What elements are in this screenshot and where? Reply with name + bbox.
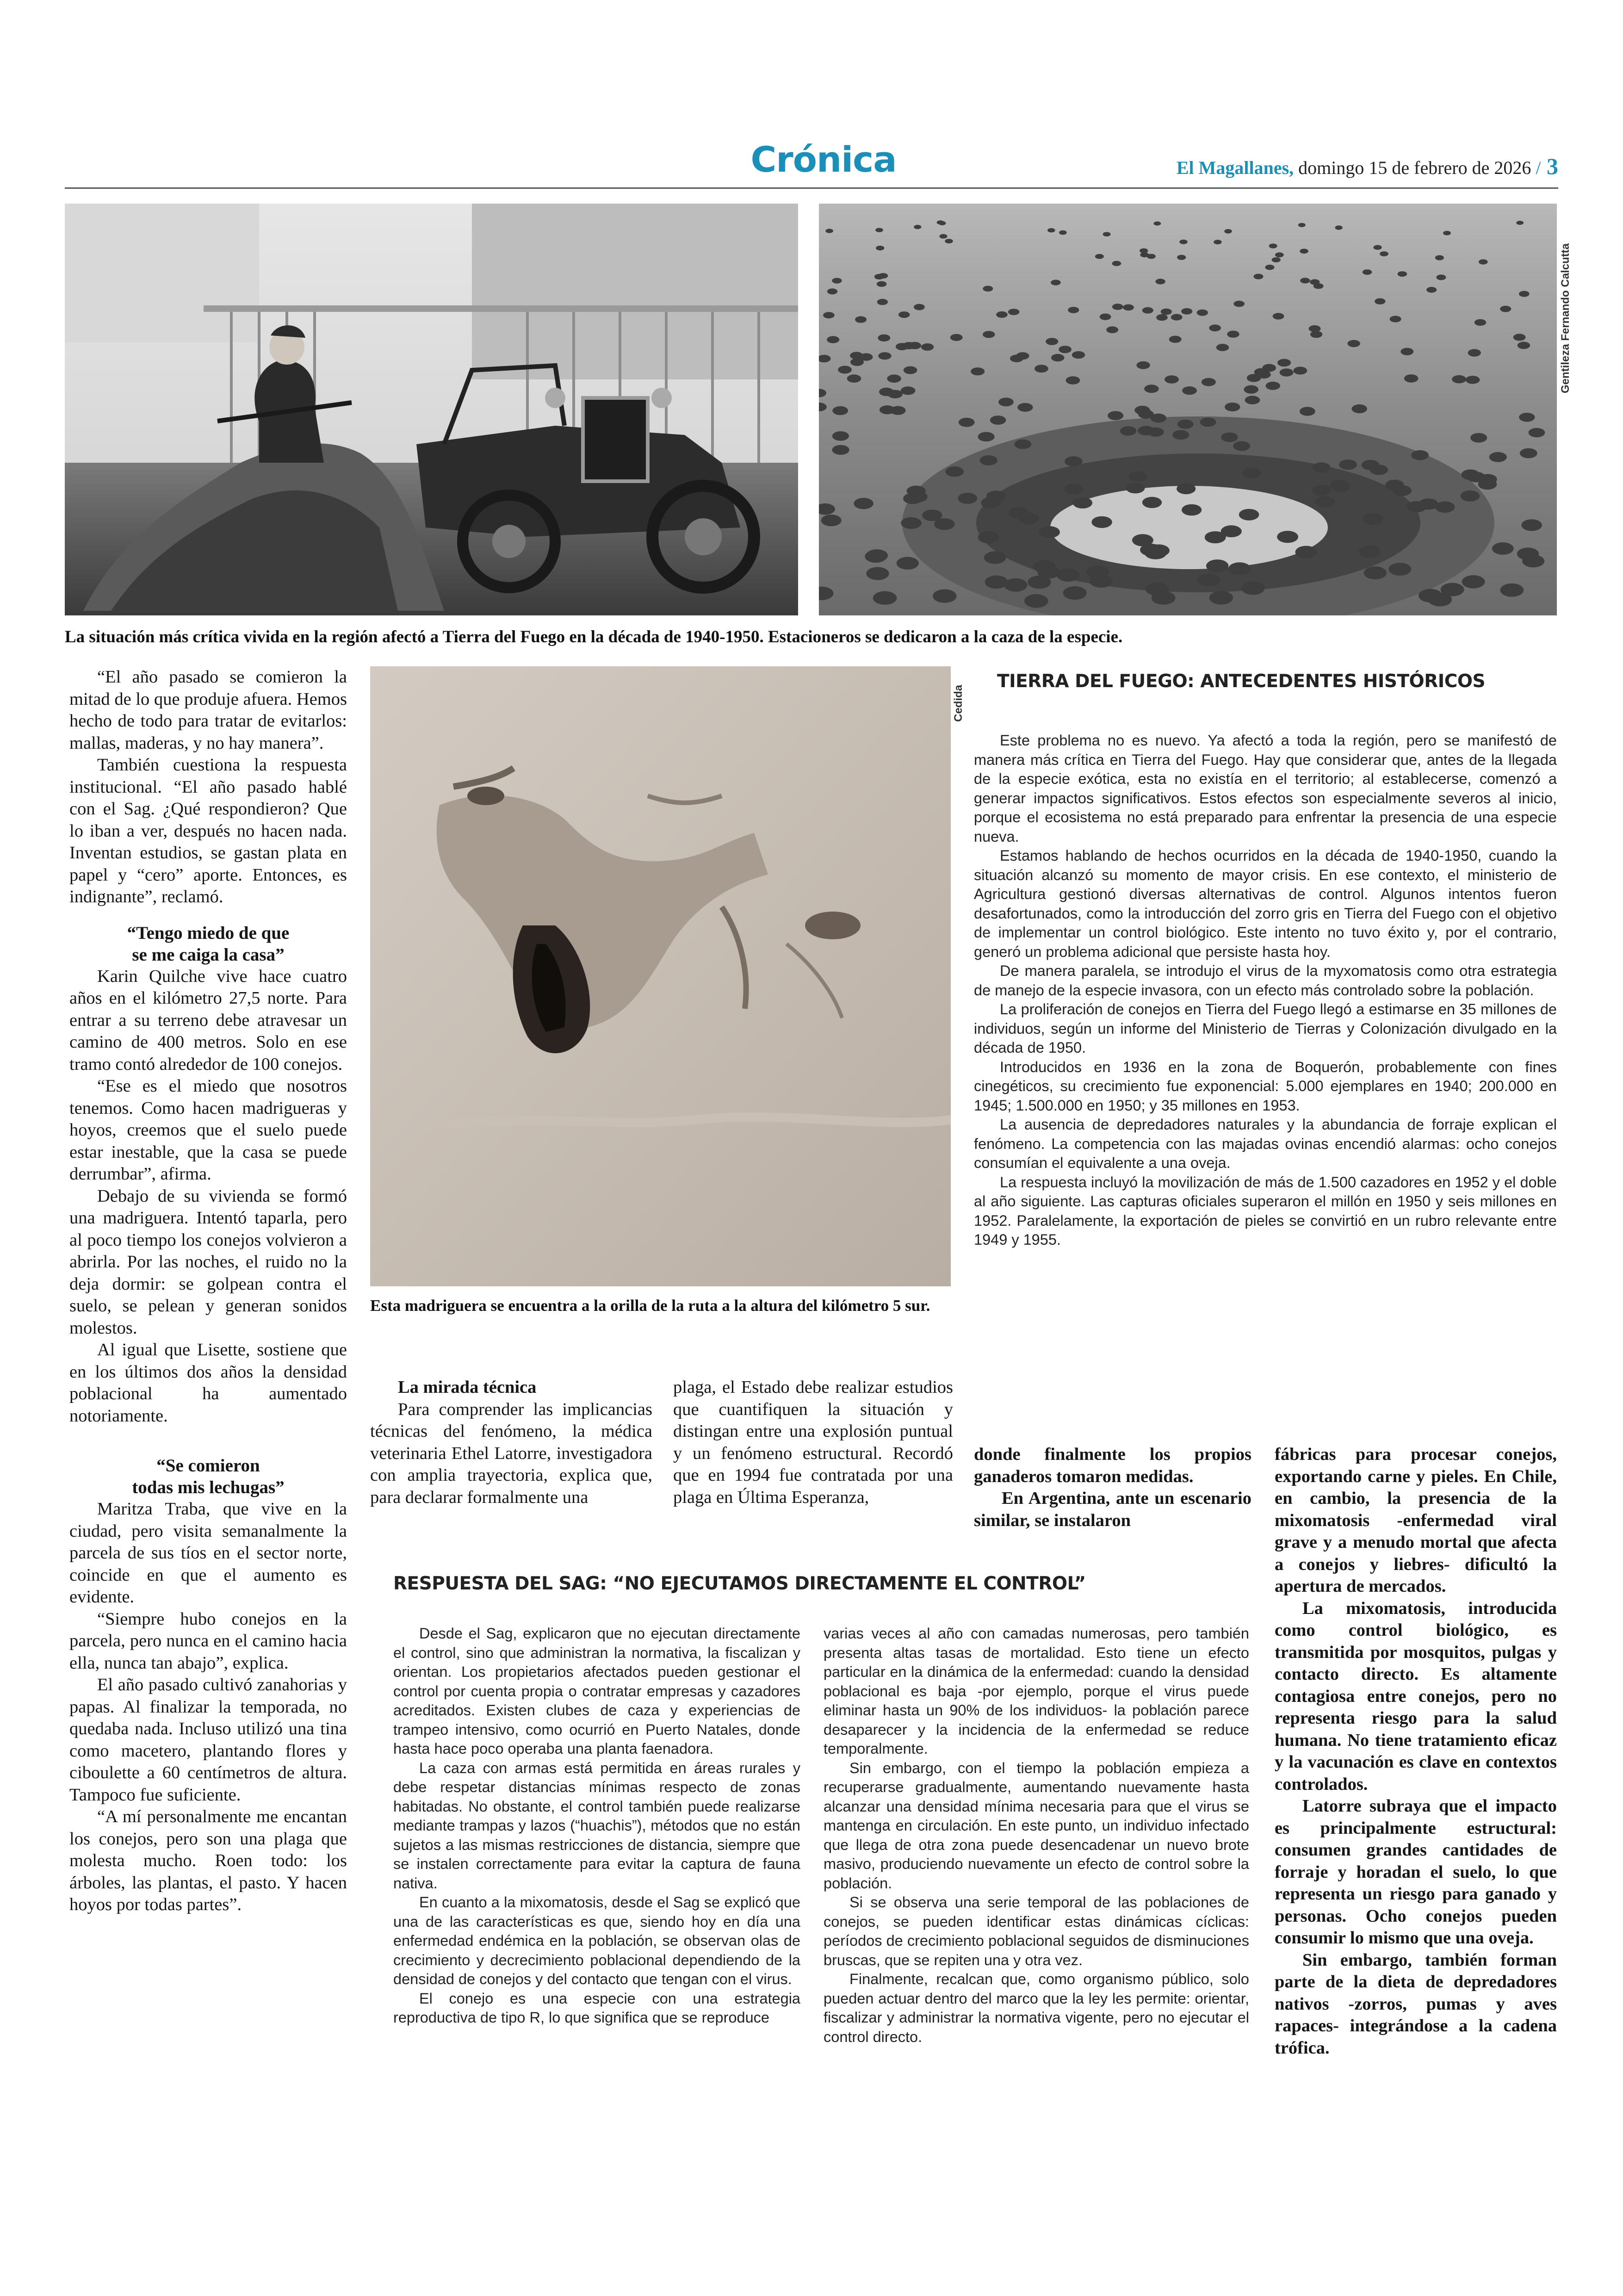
- rabbit-silhouette: [1298, 223, 1306, 227]
- rabbit-silhouette: [1277, 531, 1298, 543]
- rabbit-silhouette: [874, 274, 884, 279]
- photo-credit-cedida: Cedida: [952, 684, 965, 722]
- rabbit-silhouette: [983, 286, 993, 292]
- rabbit-silhouette: [887, 375, 901, 383]
- paragraph: El conejo es una especie con una estrategia reproductiva de tipo R, lo que significa que se reproduce: [393, 1990, 800, 2026]
- rabbit-silhouette: [1068, 307, 1079, 313]
- subheading: La mirada técnica: [398, 1378, 537, 1397]
- rabbit-silhouette: [1280, 368, 1294, 376]
- rabbit-silhouette: [1177, 420, 1194, 429]
- rabbit-silhouette: [1385, 480, 1404, 490]
- paragraph: Sin embargo, con el tiempo la población empieza a recuperarse gradualmente, aumentando nuevamente hasta alcanzar una densidad mínima necesaria para que el virus se mantenga en circulación. En este punto, un individuo infectado que llega de otra zona puede desencadenar un nuevo brote masivo, produciendo nuevamente un efecto de control sobre la población.: [824, 1759, 1249, 1892]
- rabbit-silhouette: [1300, 249, 1308, 254]
- rabbit-silhouette: [898, 311, 910, 318]
- paragraph: “A mí personalmente me encantan los conejos, pero son una plaga que molesta mucho. Roen todo: los árboles, las plantas, el pasto. Y hacen hoyos por todas partes”.: [69, 1807, 347, 1914]
- rabbit-silhouette: [1177, 484, 1196, 495]
- rabbit-silhouette: [939, 234, 947, 239]
- rabbit-silhouette: [877, 299, 888, 305]
- rabbit-silhouette: [1221, 433, 1238, 442]
- sag-box-column-2: [824, 1624, 1249, 2047]
- rabbit-silhouette: [1059, 346, 1072, 353]
- rabbit-silhouette: [854, 498, 873, 509]
- rabbit-silhouette: [1136, 361, 1150, 369]
- rabbit-silhouette: [1169, 336, 1182, 343]
- rabbit-silhouette: [1404, 374, 1419, 383]
- paragraph: El año pasado cultivó zanahorias y papas. Al finalizar la temporada, no quedaba nada. Incluso utilizó una tina como macetero, plantando flores y ciboulette a 60 centímetros de altura. Tampoco fue suficiente.: [69, 1675, 347, 1805]
- rabbit-silhouette: [1037, 566, 1060, 579]
- page-folio: [1177, 153, 1558, 180]
- paragraph: Al igual que Lisette, sostiene que en los últimos dos años la densidad poblacional ha aumentado notoriamente.: [69, 1340, 347, 1426]
- paragraph: Para comprender las implicancias técnicas del fenómeno, la médica veterinaria Ethel Latorre, investigadora con amplia trayectoria, explica que, para declarar formalmente una: [370, 1399, 652, 1507]
- rabbit-silhouette: [821, 515, 842, 526]
- rabbit-silhouette: [1059, 230, 1067, 235]
- rabbit-silhouette: [1155, 279, 1165, 284]
- rabbit-silhouette: [1312, 485, 1331, 496]
- rabbit-silhouette: [1046, 338, 1058, 345]
- rabbit-silhouette: [1479, 259, 1488, 264]
- rabbit-silhouette: [832, 431, 849, 441]
- rabbit-silhouette: [880, 405, 895, 414]
- rabbit-silhouette: [1529, 428, 1545, 437]
- rabbit-silhouette: [1239, 509, 1259, 521]
- paragraph: Desde el Sag, explicaron que no ejecutan directamente el control, sino que administran la normativa, la fiscalizan y orientan. Los propietarios afectados pueden gestionar el control por cuenta propia o contratar empresas y cazadores acreditados. Existen clubes de caza y experiencias de trampeo intensivo, como ocurrió en Puerto Natales, donde hasta hace poco operaba una planta faenadora.: [393, 1625, 800, 1757]
- rabbit-silhouette: [1142, 307, 1153, 314]
- rabbit-silhouette: [847, 374, 861, 383]
- rabbit-silhouette: [827, 288, 837, 294]
- rabbit-silhouette: [1100, 314, 1111, 320]
- paragraph: fábricas para procesar conejos, exportando carne y pieles. En Chile, en cambio, la presencia de la mixomatosis -enfermedad viral grave y a menudo mortal que afecta a conejos y liebres- dificultó la apertura de mercados.: [1275, 1445, 1557, 1596]
- paragraph: La mixomatosis, introducida como control biológico, es transmitida por mosquitos, pulgas y contacto directo. Es altamente contagiosa entre conejos, pero no representa riesgo para la salud humana. No tiene tratamiento eficaz y la vacunación es clave en contextos controlados.: [1275, 1598, 1557, 1794]
- paragraph: Este problema no es nuevo. Ya afectó a toda la región, pero se manifestó de manera más crítica en Tierra del Fuego. Hay que considerar que, antes de la llegada de la especie exótica, esta no existía en el territorio; al establecerse, comenzó a generar impactos significativos. Estos efectos son especialmente severos al inicio, porque el ecosistema no está preparado para enfrentar la presencia de una especie nueva.: [974, 732, 1557, 845]
- rabbit-silhouette: [1266, 382, 1280, 390]
- rabbit-silhouette: [1300, 407, 1315, 416]
- rabbit-silhouette: [1138, 426, 1154, 435]
- rabbit-silhouette: [1057, 569, 1079, 582]
- paragraph: La proliferación de conejos en Tierra del Fuego llegó a estimarse en 35 millones de individuos, según un informe del Ministerio de Tierras y Colonización divulgado en la década de 1950.: [974, 1001, 1557, 1056]
- rabbit-silhouette: [878, 335, 890, 341]
- rabbit-silhouette: [1262, 364, 1276, 372]
- rabbit-silhouette: [1035, 365, 1048, 372]
- rabbit-silhouette: [1225, 403, 1240, 411]
- rabbit-silhouette: [1148, 545, 1170, 557]
- rabbit-silhouette: [945, 239, 953, 243]
- sag-box-column-1: [393, 1624, 800, 2028]
- rabbit-silhouette: [1411, 450, 1429, 460]
- rabbit-silhouette: [1492, 542, 1514, 555]
- rabbit-silhouette: [1254, 274, 1264, 279]
- rabbit-silhouette: [901, 386, 916, 395]
- rabbit-silhouette: [1228, 562, 1251, 575]
- rabbit-silhouette: [984, 551, 1006, 564]
- rabbit-silhouette: [1016, 352, 1029, 360]
- paragraph: Estamos hablando de hechos ocurridos en la década de 1940-1950, cuando la situación alcanzó su momento de mayor crisis. En ese contexto, el ministerio de Agricultura gestionó diversas alternativas de control. Algunos intentos fueron desafortunados, como la introducción del zorro gris en Tierra del Fuego con el objetivo de implementar un control biológico. Este intento no tuvo éxito y, por el contrario, generó un problema adicional que persiste hasta hoy.: [974, 847, 1557, 960]
- rabbit-silhouette: [1461, 470, 1480, 480]
- rabbit-silhouette: [1144, 385, 1159, 393]
- paragraph: Karin Quilche vive hace cuatro años en el kilómetro 27,5 norte. Para entrar a su terreno debe atravesar un camino de 400 metros. Solo en ese tramo contó alrededor de 100 conejos.: [69, 966, 347, 1074]
- rabbit-silhouette: [1478, 479, 1497, 490]
- rabbit-silhouette: [1214, 240, 1222, 244]
- paragraph: De manera paralela, se introdujo el virus de la myxomatosis como otra estrategia de manejo de la especie invasora, con un efecto más controlado sobre la población.: [974, 962, 1557, 999]
- rabbit-silhouette: [1047, 228, 1055, 232]
- paragraph: “Siempre hubo conejos en la parcela, pero nunca en el camino hacia ella, nunca tan abajo”, explica.: [69, 1609, 347, 1673]
- rabbit-silhouette: [1091, 516, 1112, 528]
- rabbit-silhouette: [985, 576, 1008, 589]
- paragraph: Debajo de su vivienda se formó una madriguera. Intentó taparla, pero al poco tiempo los conejos volvieron a abrirla. Por las noches, el ruido no la deja dormir: se golpean contra el suelo, se pelean y generan sonidos molestos.: [69, 1186, 347, 1338]
- rabbit-silhouette: [986, 490, 1006, 502]
- paragraph: En Argentina, ante un escenario similar, se instalaron: [974, 1489, 1251, 1530]
- rabbit-silhouette: [873, 591, 897, 605]
- rabbit-silhouette: [1351, 404, 1367, 413]
- rabbit-silhouette: [1197, 310, 1208, 316]
- rabbit-silhouette: [1359, 546, 1381, 558]
- tierra-box-title: TIERRA DEL FUEGO: ANTECEDENTES HISTÓRICOS: [997, 671, 1486, 692]
- rabbit-silhouette: [877, 281, 887, 287]
- rabbit-silhouette: [1103, 232, 1111, 236]
- rabbit-silhouette: [1233, 301, 1245, 307]
- rabbit-silhouette: [1216, 344, 1229, 351]
- rabbit-silhouette: [1443, 231, 1451, 236]
- rabbit-silhouette: [1363, 269, 1372, 275]
- rabbit-silhouette: [1437, 274, 1446, 280]
- rabbit-silhouette: [1209, 324, 1221, 331]
- rabbit-silhouette: [958, 493, 977, 504]
- rabbit-silhouette: [1435, 502, 1455, 513]
- tierra-box-body: [974, 731, 1557, 1250]
- rabbit-silhouette: [825, 229, 833, 233]
- rabbit-silhouette: [959, 418, 975, 427]
- rabbit-silhouette: [1106, 326, 1118, 333]
- rabbit-silhouette: [1380, 251, 1388, 256]
- rabbit-silhouette: [909, 342, 922, 349]
- rabbit-silhouette: [1221, 525, 1242, 537]
- rabbit-silhouette: [879, 388, 894, 396]
- rabbit-silhouette: [1522, 555, 1544, 567]
- rabbit-silhouette: [1489, 452, 1507, 462]
- rabbit-silhouette: [1152, 591, 1176, 605]
- rabbit-silhouette: [1518, 342, 1530, 349]
- rabbit-silhouette: [896, 343, 909, 350]
- mirada-column-3: [974, 1444, 1251, 1532]
- rabbit-silhouette: [1112, 261, 1121, 266]
- rabbit-silhouette: [980, 455, 997, 465]
- rabbit-silhouette: [838, 366, 852, 374]
- sag-box-title: RESPUESTA DEL SAG: “NO EJECUTAMOS DIRECTAMENTE EL CONTROL”: [393, 1573, 1086, 1594]
- rabbit-silhouette: [1241, 582, 1265, 595]
- rabbit-silhouette: [1362, 460, 1380, 470]
- paragraph: “Ese es el miedo que nosotros tenemos. Como hacen madrigueras y hoyos, creemos que el suelo puede estar inestable, que la casa se puede derrumbar”, afirma.: [69, 1076, 347, 1184]
- rabbit-silhouette: [1154, 222, 1161, 226]
- burrow-photo: [370, 666, 951, 1286]
- rabbit-silhouette: [866, 567, 889, 580]
- right-column: [1275, 1444, 1557, 2059]
- rabbit-silhouette: [1161, 309, 1172, 315]
- rabbit-silhouette: [1072, 351, 1085, 359]
- rabbit-silhouette: [1398, 271, 1407, 277]
- rabbit-silhouette: [1388, 563, 1411, 576]
- rabbit-silhouette: [939, 221, 946, 225]
- rabbit-silhouette: [1179, 240, 1188, 244]
- rabbit-silhouette: [1335, 225, 1343, 230]
- rabbit-silhouette: [978, 432, 995, 442]
- rabbit-silhouette: [950, 334, 963, 341]
- rabbit-silhouette: [983, 331, 995, 338]
- rabbit-silhouette: [1039, 526, 1060, 538]
- rabbit-silhouette: [855, 316, 867, 323]
- paragraph: donde finalmente los propios ganaderos tomaron medidas.: [974, 1445, 1251, 1486]
- rabbit-silhouette: [1206, 559, 1228, 572]
- rabbit-silhouette: [1315, 496, 1335, 507]
- rabbit-silhouette: [1051, 354, 1065, 361]
- rabbit-silhouette: [1348, 340, 1360, 348]
- rabbit-silhouette: [921, 343, 934, 351]
- rabbits-waterhole-photo: [819, 204, 1557, 615]
- rabbit-silhouette: [1520, 448, 1537, 459]
- paragraph: Latorre subraya que el impacto es principalmente estructural: consumen grandes cantidades de forraje y horadan el suelo, lo que representa un riesgo para ganado y personas. Ocho conejos pueden consumir lo mismo que una oveja.: [1275, 1796, 1557, 1948]
- paragraph: Sin embargo, también forman parte de la dieta de depredadores nativos -zorros, pumas y aves rapaces- integrándose a la cadena trófica.: [1275, 1950, 1557, 2058]
- rabbit-silhouette: [1426, 287, 1437, 293]
- rabbit-silhouette: [1452, 375, 1466, 384]
- rabbit-silhouette: [1165, 375, 1179, 384]
- rabbit-silhouette: [1051, 280, 1061, 285]
- publication-name: El Magallanes,: [1176, 157, 1294, 178]
- rabbit-silhouette: [1126, 483, 1145, 493]
- rabbit-silhouette: [1112, 304, 1123, 310]
- rabbit-silhouette: [1265, 265, 1275, 270]
- rabbit-silhouette: [832, 406, 848, 415]
- rabbit-silhouette: [1064, 484, 1083, 495]
- rabbit-silhouette: [1364, 566, 1387, 579]
- rabbit-silhouette: [1063, 586, 1087, 600]
- rabbit-silhouette: [1474, 319, 1486, 326]
- paragraph: varias veces al año con camadas numerosas, pero también presenta altas tasas de mortalidad. Esto tiene un efecto particular en la dinámica de la enfermedad: cuando la densidad poblacional es baja -por ejemplo, porque el virus puede eliminar hasta un 90% de los individuos- la población parece desaparecer y la incidencia de la enfermedad se reduce temporalmente.: [824, 1625, 1249, 1757]
- rabbit-silhouette: [1209, 591, 1233, 604]
- rabbit-silhouette: [1419, 589, 1442, 602]
- rabbit-silhouette: [878, 352, 891, 360]
- rabbit-silhouette: [876, 246, 884, 250]
- rabbit-silhouette: [990, 416, 1006, 425]
- rabbit-silhouette: [832, 278, 842, 284]
- rabbit-silhouette: [1294, 367, 1307, 375]
- rabbit-silhouette: [850, 352, 863, 359]
- rabbit-silhouette: [1073, 497, 1092, 509]
- rabbit-silhouette: [1245, 396, 1260, 404]
- hunter-car-photo: [65, 204, 798, 615]
- rabbit-silhouette: [1065, 456, 1083, 466]
- rabbit-silhouette: [875, 228, 883, 232]
- rabbit-silhouette: [1066, 376, 1080, 385]
- paragraph: Finalmente, recalcan que, como organismo público, solo pueden actuar dentro del marco que la ley les permite: orientar, fiscalizar y administrar la normativa vigente, pero no ejecutar el control directo.: [824, 1971, 1249, 2045]
- rabbit-silhouette: [1129, 471, 1147, 482]
- rabbit-silhouette: [1375, 298, 1385, 304]
- rabbit-silhouette: [1269, 243, 1277, 248]
- rabbit-silhouette: [1004, 578, 1027, 592]
- paragraph: La ausencia de depredadores naturales y la abundancia de forraje explican el fenómeno. La competencia con las majadas ovinas encendió alarmas: ocho conejos consumían el equivalente a una oveja.: [974, 1116, 1557, 1171]
- rabbit-silhouette: [1243, 468, 1261, 478]
- rabbit-silhouette: [1197, 573, 1220, 586]
- rabbit-silhouette: [850, 358, 864, 366]
- rabbit-silhouette: [823, 312, 835, 318]
- rabbit-silhouette: [934, 518, 955, 530]
- rabbit-silhouette: [933, 590, 956, 603]
- rabbit-silhouette: [1462, 575, 1485, 589]
- rabbit-silhouette: [1202, 378, 1216, 386]
- rabbit-silhouette: [1470, 433, 1487, 443]
- rabbit-silhouette: [1177, 255, 1186, 260]
- rabbit-silhouette: [1172, 430, 1189, 440]
- rabbit-silhouette: [1275, 252, 1284, 257]
- rabbit-silhouette: [1156, 314, 1168, 321]
- rabbit-silhouette: [1227, 331, 1239, 338]
- rabbit-silhouette: [1024, 594, 1048, 608]
- rabbit-silhouette: [1277, 359, 1291, 367]
- top-photo-caption: La situación más crítica vivida en la región afectó a Tierra del Fuego en la década de 1940-1950. Estacioneros se dedicaron a la caza de la especie.: [65, 627, 1123, 646]
- rabbit-silhouette: [1233, 441, 1250, 451]
- rabbit-silhouette: [1468, 349, 1481, 356]
- rabbit-silhouette: [1500, 583, 1524, 597]
- rabbit-silhouette: [1086, 565, 1109, 578]
- rabbit-silhouette: [1435, 255, 1444, 261]
- rabbit-silhouette: [901, 517, 921, 529]
- photo-credit: Gentileza Fernando Calcutta: [1559, 243, 1572, 393]
- paragraph: La respuesta incluyó la movilización de más de 1.500 cazadores en 1952 y el doble al año siguiente. Las capturas oficiales superaron el millón en 1950 y seis millones en 1952. Paralelamente, la exportación de pieles se convirtió en un rubro relevante entre 1949 y 1955.: [974, 1173, 1557, 1248]
- rabbit-silhouette: [1108, 411, 1123, 420]
- rabbit-silhouette: [1300, 278, 1310, 283]
- rabbit-silhouette: [1374, 245, 1382, 250]
- rabbit-silhouette: [1181, 308, 1192, 315]
- header-rule: [65, 187, 1558, 189]
- rabbit-silhouette: [1151, 414, 1166, 423]
- rabbit-silhouette: [1171, 314, 1183, 320]
- rabbit-silhouette: [1200, 417, 1216, 427]
- subheading: “Se comieron todas mis lechugas”: [132, 1456, 285, 1497]
- rabbit-silhouette: [1400, 348, 1413, 355]
- rabbit-silhouette: [1244, 385, 1259, 394]
- rabbit-silhouette: [998, 397, 1014, 406]
- rabbit-silhouette: [907, 486, 926, 497]
- rabbit-silhouette: [1120, 426, 1137, 435]
- rabbit-silhouette: [1390, 316, 1401, 322]
- section-title: Crónica: [750, 139, 897, 180]
- rabbit-silhouette: [946, 466, 964, 477]
- publication-date: domingo 15 de febrero de 2026: [1294, 157, 1536, 178]
- rabbit-silhouette: [1182, 386, 1197, 395]
- rabbit-silhouette: [1142, 497, 1162, 508]
- rabbit-silhouette: [1516, 221, 1524, 225]
- rabbit-silhouette: [978, 531, 999, 543]
- rabbit-silhouette: [1466, 376, 1480, 384]
- rabbit-silhouette: [1519, 291, 1530, 297]
- rabbit-silhouette: [1014, 440, 1031, 449]
- rabbit-silhouette: [1273, 313, 1284, 319]
- rabbit-silhouette: [832, 445, 849, 455]
- paragraph: También cuestiona la respuesta institucional. “El año pasado hablé con el Sag. ¿Qué respondieron? Que lo iban a ver, después no hacen nada. Inventan estudios, se gastan plata en papel y “cero” aporte. Entonces, es indignante”, reclamó.: [69, 755, 347, 906]
- rabbit-silhouette: [1331, 480, 1350, 490]
- rabbit-silhouette: [1313, 283, 1324, 289]
- rabbit-silhouette: [1313, 462, 1331, 472]
- page-number: 3: [1541, 153, 1558, 179]
- rabbit-silhouette: [1224, 229, 1232, 234]
- rabbit-silhouette: [1310, 331, 1322, 338]
- rabbit-silhouette: [1008, 309, 1019, 315]
- burrow-photo-caption: Esta madriguera se encuentra a la orilla de la ruta a la altura del kilómetro 5 sur.: [370, 1297, 930, 1315]
- rabbit-silhouette: [1009, 507, 1028, 519]
- rabbit-silhouette: [1095, 254, 1104, 259]
- paragraph: plaga, el Estado debe realizar estudios que cuantifiquen la situación y distingan entre una explosión puntual y un fenómeno estructural. Recordó que en 1994 fue contratada por una plaga en Última Esperanza,: [673, 1378, 953, 1507]
- rabbit-silhouette: [996, 311, 1008, 318]
- rabbit-silhouette: [827, 336, 839, 343]
- mirada-column-2: [673, 1377, 953, 1508]
- rabbit-silhouette: [1272, 257, 1281, 262]
- rabbit-silhouette: [1519, 413, 1535, 422]
- rabbit-silhouette: [1513, 334, 1526, 341]
- rabbit-silhouette: [1140, 252, 1149, 257]
- rabbit-silhouette: [914, 225, 921, 229]
- rabbit-silhouette: [1363, 513, 1383, 525]
- rabbit-silhouette: [1521, 519, 1542, 531]
- rabbit-silhouette: [1017, 403, 1033, 412]
- rabbit-silhouette: [1134, 406, 1150, 415]
- left-column: [69, 666, 347, 1916]
- rabbit-silhouette: [1339, 459, 1357, 470]
- paragraph: La caza con armas está permitida en áreas rurales y debe respetar distancias mínimas respecto de zonas habitadas. No obstante, el control también puede realizarse mediante trampas y lazos (“huachis”), métodos que no están sujetos a las mismas restricciones de distancia, siempre que se instalen correctamente para evitar la captura de fauna nativa.: [393, 1759, 800, 1892]
- rabbit-silhouette: [865, 550, 887, 563]
- rabbit-silhouette: [1461, 490, 1480, 502]
- rabbit-silhouette: [897, 557, 919, 570]
- rabbit-silhouette: [971, 367, 985, 375]
- paragraph: Introducidos en 1936 en la zona de Boquerón, probablemente con fines cinegéticos, su crecimiento fue exponencial: 5.000 ejemplares en 1940; 200.000 en 1945; 1.500.000 en 1950; y 35 millones en 1953.: [974, 1058, 1557, 1114]
- rabbit-silhouette: [1407, 501, 1427, 512]
- rabbit-silhouette: [1123, 304, 1134, 311]
- paragraph: Si se observa una serie temporal de las poblaciones de conejos, se pueden identificar estas dinámicas cíclicas: períodos de crecimiento poblacional seguidos de disminuciones bruscas, que se repiten una y otra vez.: [824, 1894, 1249, 1968]
- paragraph: “El año pasado se comieron la mitad de lo que produje afuera. Hemos hecho de todo para tratar de evitarlos: mallas, maderas, y no hay manera”.: [69, 667, 347, 753]
- rabbit-silhouette: [914, 304, 925, 310]
- subheading: “Tengo miedo de que se me caiga la casa”: [127, 923, 290, 965]
- paragraph: En cuanto a la mixomatosis, desde el Sag se explicó que una de las características es que, siendo hoy en día una enfermedad endémica en la población, se observan olas de crecimiento y decrecimiento poblacional dependiendo de la densidad de conejos y del contacto que tengan con el virus.: [393, 1894, 800, 1987]
- rabbit-silhouette: [1500, 306, 1511, 312]
- mirada-column-1: [370, 1377, 652, 1508]
- rabbit-silhouette: [904, 366, 917, 374]
- paragraph: Maritza Traba, que vive en la ciudad, pero visita semanalmente la parcela de sus tíos en el sector norte, coincide en que el aumento es evidente.: [69, 1499, 347, 1607]
- rabbit-silhouette: [1182, 504, 1202, 516]
- folio-separator: /: [1536, 157, 1541, 178]
- rabbit-silhouette: [1295, 546, 1317, 558]
